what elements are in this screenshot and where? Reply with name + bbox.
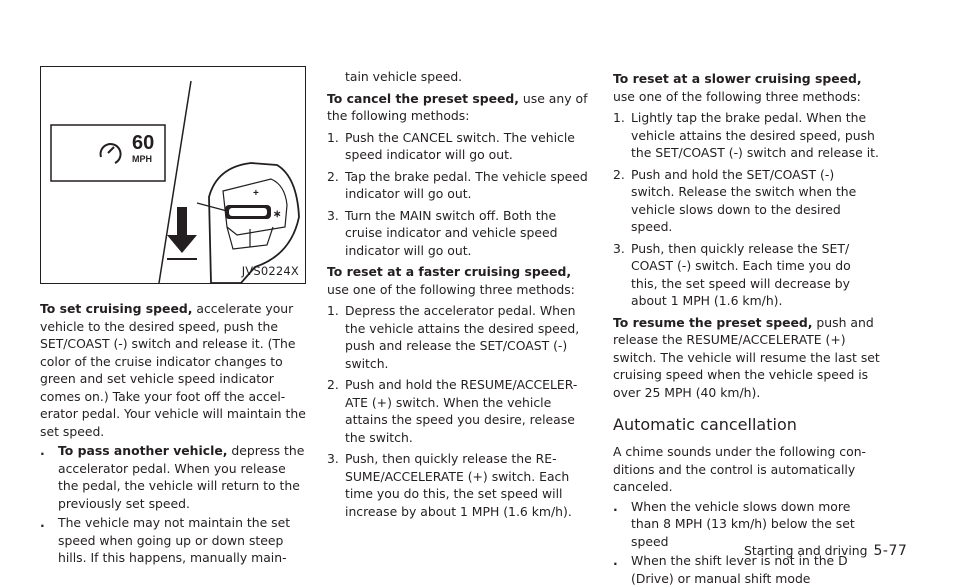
slower-paragraph [613, 70, 881, 105]
list-item: . When the vehicle slows down more than 8 MPH (13 km/h) below the set speed [613, 498, 855, 549]
list-item: . When the shift lever is not in the D (Drive) or manual shift mode [613, 553, 848, 586]
hills-text: The vehicle may not maintain the set speed when going up or down steep hills. If this happens, manually main- [58, 515, 291, 565]
set-speed-text: accelerate your vehicle to the desired speed, push the SET/COAST (-) switch and release it. (The color of the cruise indicator changes to green and set vehicle speed indicator comes on.) Take your foot off the accel- erator pedal. Your vehicle will maintain the set speed. [40, 301, 306, 439]
svg-text:∗: ∗ [273, 209, 282, 220]
set-speed-paragraph [40, 300, 306, 440]
resume-text: push and release the RESUME/ACCELERATE (+) switch. The vehicle will resume the last set cruising speed when the vehicle speed is over 25 MPH (40 km/h). [613, 314, 880, 400]
list-item: . The vehicle may not maintain the set speed when going up or down steep hills. If this happens, manually main- [40, 515, 291, 565]
list-item: 3. Push, then quickly release the SET/ COAST (-) switch. Each time you do this, the set speed will decrease by about 1 MPH (1.6 km/h). [613, 240, 851, 308]
list-item-text: Lightly tap the brake pedal. When the vehicle attains the desired speed, push the SET/COAST (-) switch and release it. [631, 110, 879, 160]
resume-paragraph [613, 314, 881, 402]
list-item: 2. Push and hold the RESUME/ACCELER- ATE (+) switch. When the vehicle attains the speed you desire, release the switch. [327, 377, 578, 445]
faster-text: use one of the following three methods: [327, 281, 575, 297]
push-down-arrow-icon [167, 207, 197, 259]
list-item: 1. Depress the accelerator pedal. When the vehicle attains the desired speed, push and release the SET/COAST (-) switch. [327, 303, 580, 371]
list-item-text: Push the CANCEL switch. The vehicle speed indicator will go out. [345, 129, 575, 162]
cancel-text: use any of the following methods: [327, 90, 588, 123]
list-item: 1. Push the CANCEL switch. The vehicle speed indicator will go out. [327, 129, 575, 162]
cruise-control-figure [40, 66, 306, 284]
list-item-text: Push and hold the RESUME/ACCELER- ATE (+) switch. When the vehicle attains the speed you desire, release the switch. [345, 377, 578, 445]
list-item: 3. Push, then quickly release the RE- SUME/ACCELERATE (+) switch. Each time you do this, the set speed will increase by about 1 MPH (1.6 km/h). [327, 451, 572, 519]
list-item: 2. Tap the brake pedal. The vehicle speed indicator will go out. [327, 168, 588, 201]
cruise-switch-illustration [41, 67, 305, 283]
list-item-text: Push, then quickly release the SET/ COAST (-) switch. Each time you do this, the set speed will decrease by about 1 MPH (1.6 km/h). [631, 240, 851, 308]
speed-unit: MPH [132, 154, 152, 164]
list-item: . To pass another vehicle, depress the accelerator pedal. When you release the pedal, the vehicle will return to the previously set speed. [40, 443, 305, 511]
list-item-text: When the shift lever is not in the D (Drive) or manual shift mode [631, 553, 848, 586]
list-item-text: When the vehicle slows down more than 8 MPH (13 km/h) below the set speed [631, 498, 855, 549]
section-heading: Automatic cancellation [613, 415, 797, 434]
column-1 [40, 66, 306, 567]
list-item-text: Turn the MAIN switch off. Both the cruise indicator and vehicle speed indicator will go out. [345, 207, 558, 258]
pass-vehicle-lead: To pass another vehicle, [58, 443, 228, 458]
list-item: 3. Turn the MAIN switch off. Both the cruise indicator and vehicle speed indicator will go out. [327, 207, 558, 258]
slower-text: use one of the following three methods: [613, 88, 861, 104]
section-name: Starting and driving [744, 543, 868, 558]
list-item-text: Push, then quickly release the RE- SUME/ACCELERATE (+) switch. Each time you do this, the set speed will increase by about 1 MPH (1.6 km/h). [345, 451, 572, 519]
list-item-text: Depress the accelerator pedal. When the vehicle attains the desired speed, push and release the SET/COAST (-) switch. [345, 303, 580, 371]
figure-id: JVS0224X [241, 263, 299, 278]
list-item: 2. Push and hold the SET/COAST (-) switch. Release the switch when the vehicle slows down to the desired speed. [613, 166, 857, 234]
column-3 [613, 70, 881, 587]
slower-lead: To reset at a slower cruising speed, [613, 71, 862, 86]
page-number: 5-77 [873, 543, 908, 559]
pass-vehicle-text: depress the accelerator pedal. When you release the pedal, the vehicle will return to the previously set speed. [58, 443, 305, 511]
auto-cancel-paragraph: A chime sounds under the following con- ditions and the control is automatically canceled. [613, 444, 867, 494]
faster-paragraph [327, 263, 593, 298]
list-item: 1. Lightly tap the brake pedal. When the vehicle attains the desired speed, push the SET/COAST (-) switch and release it. [613, 110, 879, 160]
column-2 [327, 68, 593, 520]
svg-text:+: + [253, 188, 259, 199]
cancel-paragraph [327, 90, 593, 125]
speed-value: 60 [132, 132, 155, 154]
faster-lead: To reset at a faster cruising speed, [327, 264, 572, 279]
cruise-indicator-icon [101, 144, 121, 163]
continued-text: tain vehicle speed. [345, 69, 463, 84]
list-item-text: Push and hold the SET/COAST (-) switch. Release the switch when the vehicle slows down to the desired speed. [631, 166, 857, 234]
resume-lead: To resume the preset speed, [613, 314, 813, 330]
list-item-text: Tap the brake pedal. The vehicle speed indicator will go out. [345, 168, 588, 201]
set-speed-lead: To set cruising speed, [40, 301, 193, 316]
page-footer [744, 543, 907, 559]
cancel-lead: To cancel the preset speed, [327, 90, 519, 106]
